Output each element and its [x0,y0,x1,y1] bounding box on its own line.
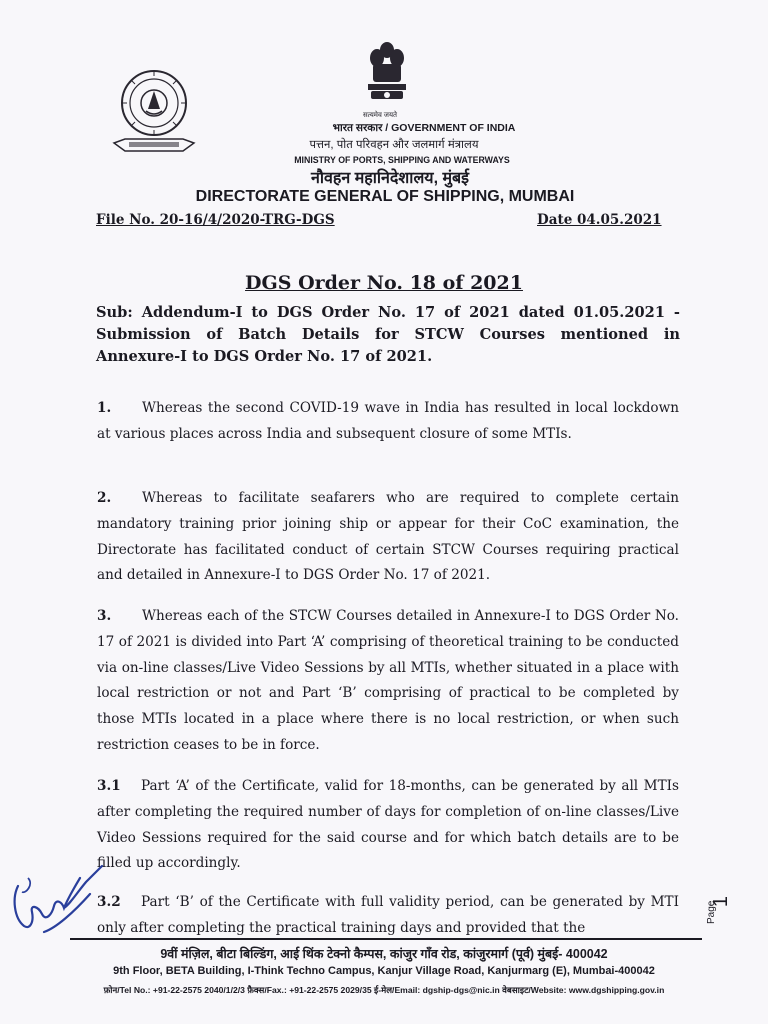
emblem-motto: सत्यमेव जयते [362,112,398,119]
paragraph-text: Whereas the second COVID-19 wave in India has resulted in local lockdown at various places across India and subsequent closure of some MTIs. [97,400,679,442]
file-number: File No. 20-16/4/2020-TRG-DGS [96,212,335,228]
footer-divider [70,938,702,940]
paragraph-text: Whereas each of the STCW Courses detailed in Annexure-I to DGS Order No. 17 of 2021 is divided into Part ‘A’ comprising of theoretical training to be conducted via on-line classes/Live Video Sessions by all MTIs, whether situated in a place with local restriction or not and Part ‘B’ comprising of practical to be completed by those MTIs located in a place where there is no local restriction, or when such restriction ceases to be in force. [97,608,679,753]
national-emblem-icon [362,40,412,118]
paragraph-3-1 [97,774,679,877]
page-label: Page [706,900,717,924]
paragraph-3-2 [97,890,679,942]
order-title: DGS Order No. 18 of 2021 [245,272,523,294]
paragraph-number: 3.1 [97,778,121,794]
paragraph-2 [97,486,679,589]
order-date: Date 04.05.2021 [537,212,662,228]
paragraph-text: Part ‘A’ of the Certificate, valid for 18-months, can be generated by all MTIs after completing the required number of days for completion of on-line classes/Live Video Sessions required for the said course and for which batch details are to be filled up accordingly. [97,778,679,872]
ministry-english: MINISTRY OF PORTS, SHIPPING AND WATERWAYS [294,155,510,165]
paragraph-1 [97,396,679,448]
page-indicator [700,890,744,930]
paragraph-text: Part ‘B’ of the Certificate with full validity period, can be generated by MTI only after completing the practical training days and provided that the [97,894,679,936]
paragraph-number: 3. [97,608,112,624]
paragraph-text: Whereas to facilitate seafarers who are required to complete certain mandatory training prior joining ship or appear for their CoC examination, the Directorate has facilitated conduct of certain STCW Courses requiring practical and detailed in Annexure-I to DGS Order No. 17 of 2021. [97,490,679,584]
footer-address-english: 9th Floor, BETA Building, I-Think Techno Campus, Kanjur Village Road, Kanjurmarg (E), Mumbai-400042 [113,965,655,977]
dg-english: DIRECTORATE GENERAL OF SHIPPING, MUMBAI [195,188,575,205]
footer-contact: फ़ोन/Tel No.: +91-22-2575 2040/1/2/3 फ़ैक्स/Fax.: +91-22-2575 2029/35 ई-मेल/Email: dgship-dgs@nic.in वेबसाइट/Website: www.dgshipping.gov.in [103,985,665,995]
handwritten-signature-icon [4,848,114,958]
paragraph-3 [97,604,679,759]
govt-line: भारत सरकार / GOVERNMENT OF INDIA [332,122,516,134]
paragraph-number: 1. [97,400,112,416]
paragraph-number: 2. [97,490,112,506]
ministry-hindi: पत्तन, पोत परिवहन और जलमार्ग मंत्रालय [309,139,479,151]
footer-address-hindi: 9वीं मंज़िल, बीटा बिल्डिंग, आई थिंक टेक्नो कैम्पस, कांजुर गाँव रोड, कांजुरमार्ग (पूर्व) मुंबई- 400042 [160,947,608,961]
page-number: 1 [710,895,733,908]
dg-hindi: नौवहन महानिदेशालय, मुंबई [310,170,470,187]
paragraph-number: 3.2 [97,894,121,910]
order-subject: Sub: Addendum-I to DGS Order No. 17 of 2021 dated 01.05.2021 - Submission of Batch Details for STCW Courses mentioned in Annexure-I to DGS Order No. 17 of 2021. [96,304,680,365]
